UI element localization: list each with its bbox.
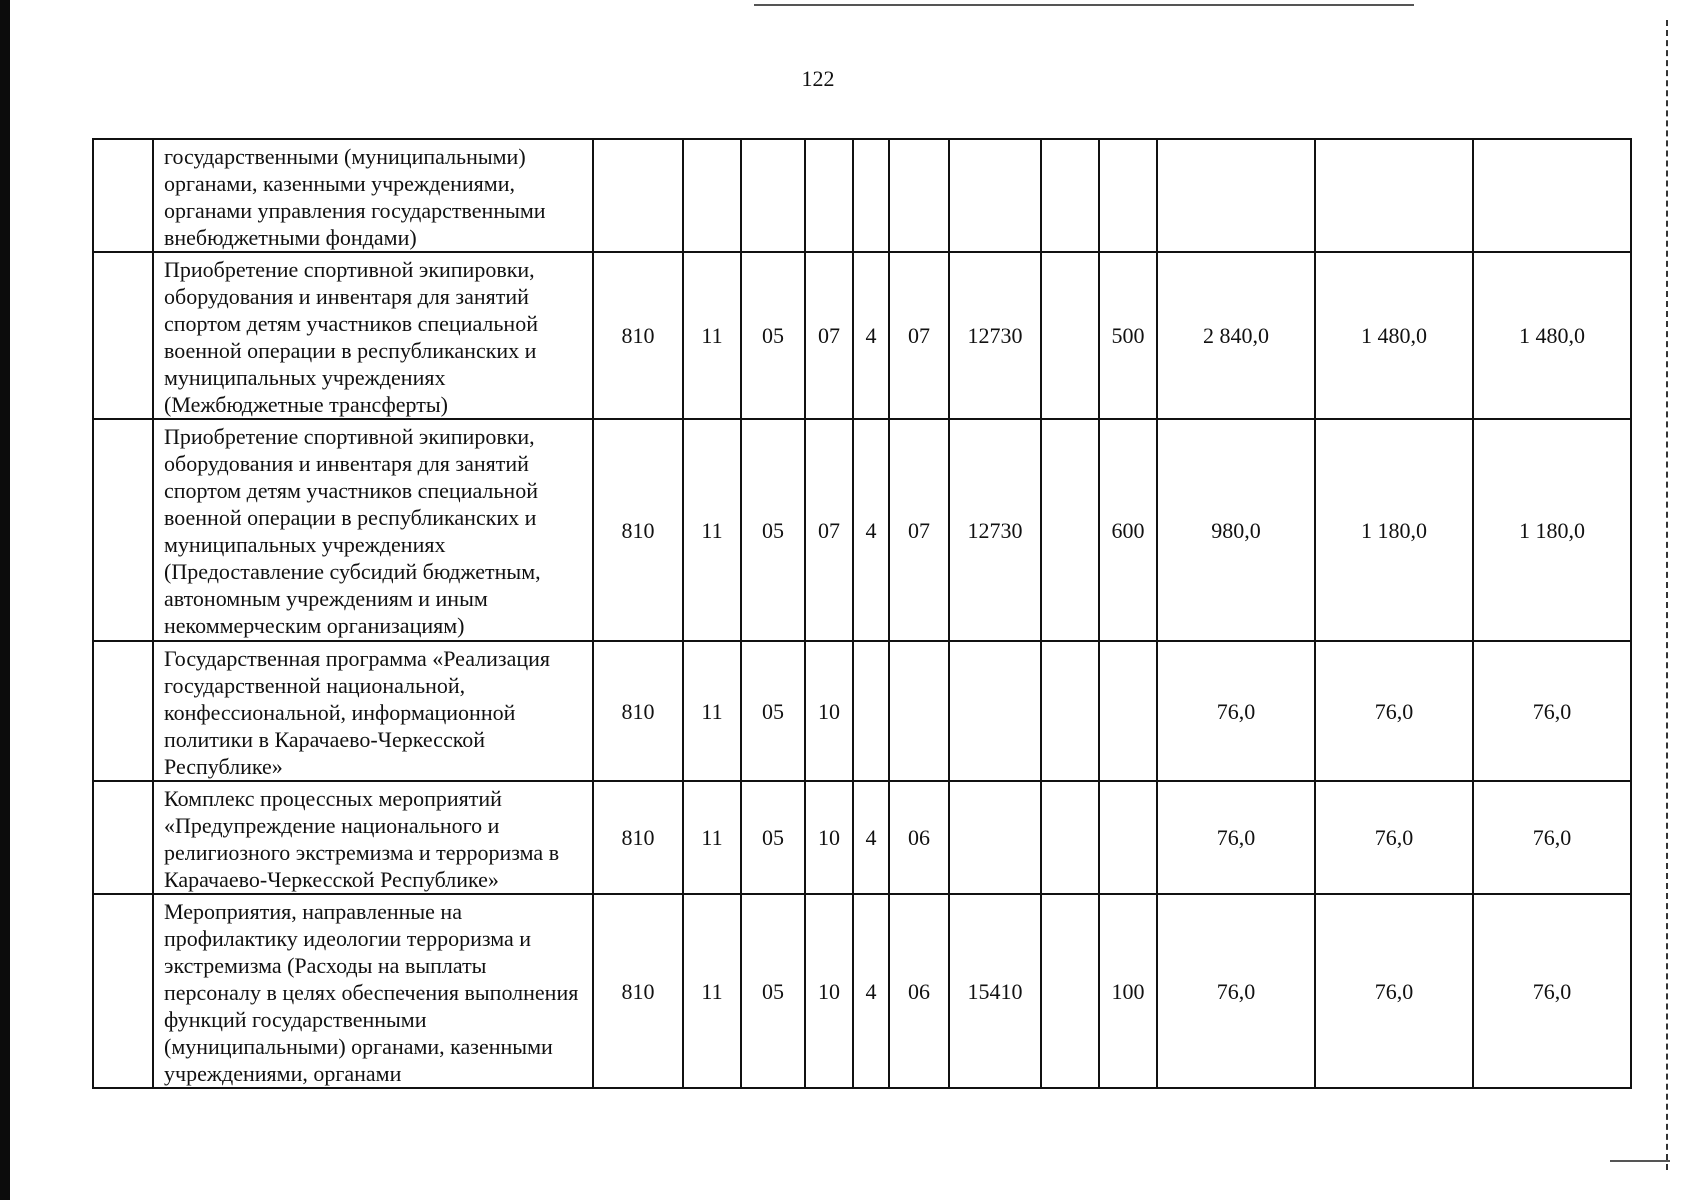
program-cell: 10 [805,641,853,781]
amount-1-cell: 980,0 [1157,419,1315,641]
amount-1-cell: 76,0 [1157,894,1315,1088]
program-cell: 10 [805,894,853,1088]
amount-3-cell: 76,0 [1473,894,1631,1088]
ministry-cell: 810 [593,419,683,641]
section-cell [683,139,741,252]
structure-cell: 06 [889,781,949,894]
ministry-cell: 810 [593,781,683,894]
type-cell [853,641,889,781]
section-cell: 11 [683,781,741,894]
subsection-cell: 05 [741,419,805,641]
subsection-cell: 05 [741,252,805,419]
section-cell: 11 [683,894,741,1088]
structure-cell: 06 [889,894,949,1088]
table-row [93,252,1631,419]
amount-2-cell: 76,0 [1315,641,1473,781]
amount-3-cell: 1 180,0 [1473,419,1631,641]
type-cell: 4 [853,894,889,1088]
description-cell: Приобретение спортивной экипировки, оборудования и инвентаря для занятий спортом детям участников специальной военной операции в республиканских и муниципальных учреждениях (Межбюджетные трансферты) [153,252,593,419]
extra-cell [1041,641,1099,781]
amount-2-cell: 1 180,0 [1315,419,1473,641]
row-number-cell [93,894,153,1088]
structure-cell: 07 [889,419,949,641]
amount-2-cell: 76,0 [1315,894,1473,1088]
type-cell: 4 [853,419,889,641]
extra-cell [1041,139,1099,252]
ministry-cell: 810 [593,894,683,1088]
budget-table [92,138,1632,1089]
table-row [93,781,1631,894]
expense-type-cell: 500 [1099,252,1157,419]
type-cell: 4 [853,252,889,419]
expense-type-cell [1099,139,1157,252]
structure-cell: 07 [889,252,949,419]
subsection-cell [741,139,805,252]
extra-cell [1041,252,1099,419]
scan-left-edge [0,0,10,1200]
description-cell: Комплекс процессных мероприятий «Предупреждение национального и религиозного экстремизма и терроризма в Карачаево-Черкесской Республике» [153,781,593,894]
section-cell: 11 [683,419,741,641]
type-cell: 4 [853,781,889,894]
amount-3-cell: 1 480,0 [1473,252,1631,419]
program-cell: 07 [805,252,853,419]
expense-type-cell: 100 [1099,894,1157,1088]
table-row [93,419,1631,641]
direction-cell: 12730 [949,252,1041,419]
row-number-cell [93,419,153,641]
direction-cell [949,641,1041,781]
description-cell: государственными (муниципальными) органами, казенными учреждениями, органами управления государственными внебюджетными фондами) [153,139,593,252]
ministry-cell: 810 [593,252,683,419]
amount-1-cell: 76,0 [1157,641,1315,781]
structure-cell [889,139,949,252]
table-row [93,641,1631,781]
description-cell: Приобретение спортивной экипировки, оборудования и инвентаря для занятий спортом детям участников специальной военной операции в республиканских и муниципальных учреждениях (Предоставление субсидий бюджетным, автономным учреждениям и иным некоммерческим организациям) [153,419,593,641]
amount-1-cell [1157,139,1315,252]
table-row [93,139,1631,252]
subsection-cell: 05 [741,781,805,894]
program-cell: 07 [805,419,853,641]
amount-1-cell: 76,0 [1157,781,1315,894]
amount-2-cell: 1 480,0 [1315,252,1473,419]
program-cell [805,139,853,252]
extra-cell [1041,419,1099,641]
row-number-cell [93,641,153,781]
page-number: 122 [801,66,835,91]
row-number-cell [93,252,153,419]
section-cell: 11 [683,641,741,781]
amount-3-cell [1473,139,1631,252]
direction-cell [949,139,1041,252]
expense-type-cell: 600 [1099,419,1157,641]
direction-cell [949,781,1041,894]
scan-top-line [754,4,1414,6]
subsection-cell: 05 [741,894,805,1088]
ministry-cell: 810 [593,641,683,781]
description-cell: Мероприятия, направленные на профилактику идеологии терроризма и экстремизма (Расходы на выплаты персоналу в целях обеспечения выполнения функций государственными (муниципальными) органами, казенными учреждениями, органами [153,894,593,1088]
type-cell [853,139,889,252]
row-number-cell [93,139,153,252]
row-number-cell [93,781,153,894]
scan-right-edge [1666,20,1670,1170]
direction-cell: 12730 [949,419,1041,641]
section-cell: 11 [683,252,741,419]
amount-1-cell: 2 840,0 [1157,252,1315,419]
table-row [93,894,1631,1088]
expense-type-cell [1099,781,1157,894]
program-cell: 10 [805,781,853,894]
amount-3-cell: 76,0 [1473,641,1631,781]
amount-2-cell [1315,139,1473,252]
subsection-cell: 05 [741,641,805,781]
structure-cell [889,641,949,781]
description-cell: Государственная программа «Реализация государственной национальной, конфессиональной, информационной политики в Карачаево-Черкесской Республике» [153,641,593,781]
extra-cell [1041,894,1099,1088]
amount-3-cell: 76,0 [1473,781,1631,894]
scan-bottom-line [1610,1160,1670,1162]
amount-2-cell: 76,0 [1315,781,1473,894]
extra-cell [1041,781,1099,894]
direction-cell: 15410 [949,894,1041,1088]
expense-type-cell [1099,641,1157,781]
ministry-cell [593,139,683,252]
